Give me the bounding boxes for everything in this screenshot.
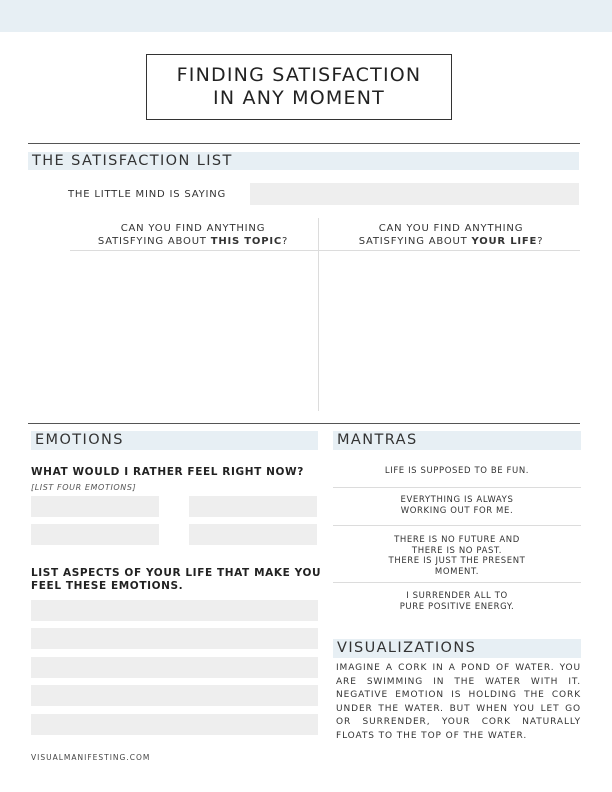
column-header-rule — [70, 250, 580, 251]
mantra-line: THERE IS NO PAST. — [411, 545, 503, 556]
your-life-writing-area[interactable] — [320, 252, 579, 410]
mantra-item — [333, 535, 581, 577]
life-aspects-question — [31, 567, 321, 593]
column-divider — [318, 218, 319, 411]
life-aspect-field[interactable] — [31, 657, 318, 678]
life-aspect-field[interactable] — [31, 685, 318, 706]
this-topic-writing-area[interactable] — [70, 252, 316, 410]
emotion-field[interactable] — [31, 524, 159, 545]
your-life-question-line1: CAN YOU FIND ANYTHING — [378, 223, 524, 234]
mantra-item — [333, 466, 581, 477]
title-line-2: IN ANY MOMENT — [213, 87, 385, 109]
emotion-field[interactable] — [189, 496, 317, 517]
visualization-text: IMAGINE A CORK IN A POND OF WATER. YOU ARE SWIMMING IN THE WATER WITH IT. NEGATIVE EMOTION IS HOLDING THE CORK UNDER THE WATER. BUT WHEN YOU LET GO OR SURRENDER, YOUR CORK NATURALLY FLOATS TO THE TOP OF THE WATER. — [336, 663, 581, 741]
life-aspect-field[interactable] — [31, 714, 318, 735]
little-mind-input[interactable] — [250, 183, 579, 205]
mantra-divider — [333, 525, 581, 526]
mantra-item — [333, 591, 581, 612]
mantra-divider — [333, 582, 581, 583]
mantra-line: WORKING OUT FOR ME. — [400, 505, 514, 516]
your-life-question-line2: SATISFYING ABOUT YOUR LIFE? — [358, 236, 544, 247]
your-life-question — [322, 222, 580, 248]
mantra-line: I SURRENDER ALL TO — [406, 591, 508, 601]
life-aspects-question-line2: FEEL THESE EMOTIONS. — [31, 580, 184, 592]
life-aspect-field[interactable] — [31, 628, 318, 649]
satisfaction-list-heading: THE SATISFACTION LIST — [28, 152, 579, 170]
top-band — [0, 0, 612, 32]
mantra-line: THERE IS NO FUTURE AND — [394, 535, 520, 545]
life-aspect-field[interactable] — [31, 600, 318, 621]
mantra-line: LIFE IS SUPPOSED TO BE FUN. — [384, 466, 530, 476]
footer-url: VISUALMANIFESTING.COM — [31, 753, 151, 762]
list-four-emotions-hint: [LIST FOUR EMOTIONS] — [31, 483, 137, 492]
title-line-1: FINDING SATISFACTION — [176, 64, 422, 86]
mantra-line: THERE IS JUST THE PRESENT — [388, 556, 526, 566]
divider — [28, 143, 580, 144]
life-aspects-question-line1: LIST ASPECTS OF YOUR LIFE THAT MAKE YOU — [31, 567, 322, 579]
divider — [28, 423, 580, 424]
emotion-field[interactable] — [189, 524, 317, 545]
emotion-field[interactable] — [31, 496, 159, 517]
emotions-heading: EMOTIONS — [31, 431, 318, 450]
page-title — [146, 54, 452, 120]
mantra-line: PURE POSITIVE ENERGY. — [399, 601, 515, 612]
mantra-divider — [333, 487, 581, 488]
mantra-line: MOMENT. — [434, 566, 480, 577]
this-topic-question-line2: SATISFYING ABOUT THIS TOPIC? — [97, 236, 289, 247]
mantras-heading: MANTRAS — [333, 431, 581, 450]
this-topic-question — [70, 222, 316, 248]
mantra-item — [333, 495, 581, 516]
little-mind-label: THE LITTLE MIND IS SAYING — [68, 189, 227, 200]
rather-feel-question: WHAT WOULD I RATHER FEEL RIGHT NOW? — [31, 466, 304, 478]
visualizations-heading: VISUALIZATIONS — [333, 639, 581, 658]
this-topic-question-line1: CAN YOU FIND ANYTHING — [120, 223, 266, 234]
mantra-line: EVERYTHING IS ALWAYS — [400, 495, 514, 505]
